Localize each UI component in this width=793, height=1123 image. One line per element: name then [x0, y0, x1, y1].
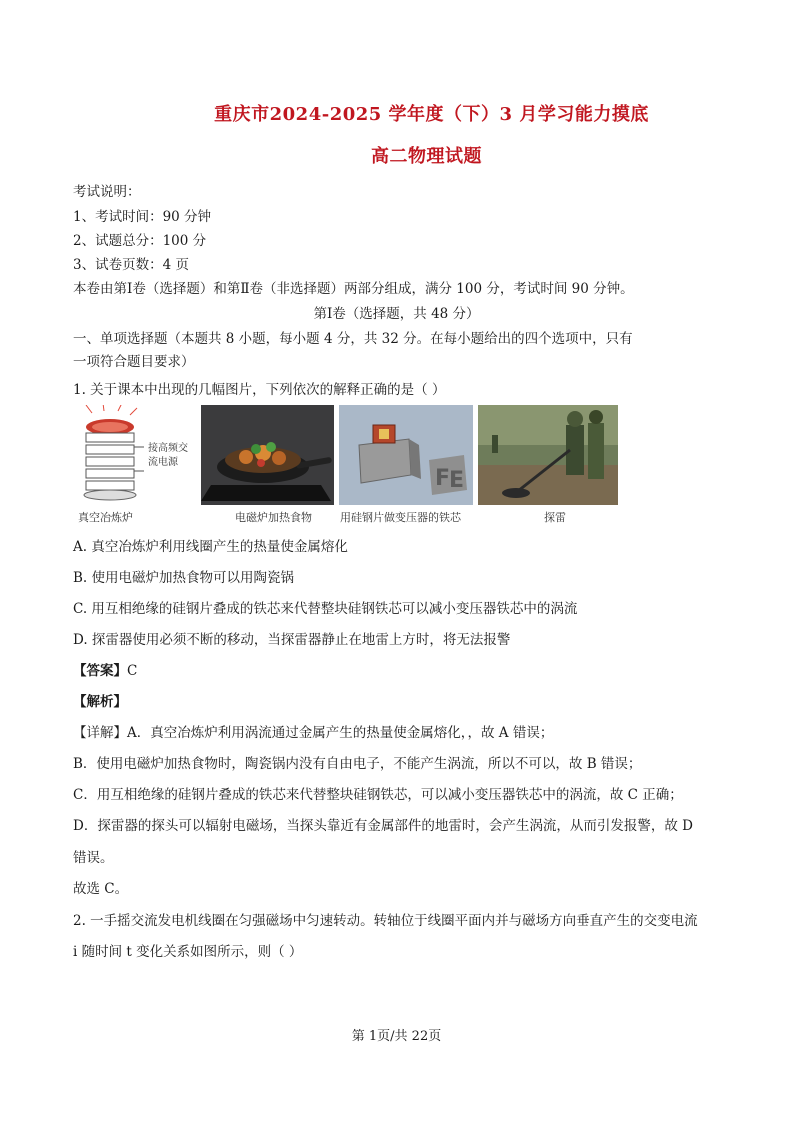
- exam-title: 重庆市2024-2025 学年度（下）3 月学习能力摸底: [214, 104, 649, 125]
- figure-caption: 探雷: [544, 511, 566, 524]
- instruction-item: 3、试卷页数：4 页: [73, 257, 189, 273]
- figure-caption: 电磁炉加热食物: [235, 511, 312, 524]
- q1-option-b: B. 使用电磁炉加热食物可以用陶瓷锅: [73, 570, 295, 586]
- q1-stem: 1. 关于课本中出现的几幅图片，下列依次的解释正确的是（ ）: [73, 382, 446, 398]
- detail-line: B．使用电磁炉加热食物时，陶瓷锅内没有自由电子，不能产生涡流，所以不可以，故 B 错误；: [73, 756, 642, 772]
- instructions-intro: 本卷由第Ⅰ卷（选择题）和第Ⅱ卷（非选择题）两部分组成，满分 100 分，考试时间 90 分钟。: [73, 281, 634, 297]
- figure-caption: 用硅钢片做变压器的铁芯: [340, 511, 461, 524]
- q1-figures: [70, 405, 620, 525]
- figure-caption: 真空冶炼炉: [78, 511, 133, 524]
- analysis-tag: 解析: [86, 694, 114, 710]
- instruction-item: 1、考试时间：90 分钟: [73, 209, 212, 225]
- instruction-item: 2、试题总分：100 分: [73, 233, 207, 249]
- q1-option-a: A. 真空冶炼炉利用线圈产生的热量使金属熔化: [73, 539, 348, 555]
- detail-line: D．探雷器的探头可以辐射电磁场，当探头靠近有金属部件的地雷时，会产生涡流，从而引发报警，故 D: [73, 818, 693, 834]
- instructions-heading: 考试说明：: [73, 184, 141, 200]
- q1-option-d: D. 探雷器使用必须不断的移动，当探雷器静止在地雷上方时，将无法报警: [73, 632, 511, 648]
- svg-text:F: F: [435, 466, 451, 491]
- q1-detail: 【详解】A．真空冶炼炉利用涡流通过金属产生的热量使金属熔化，，故 A 错误；: [73, 725, 554, 741]
- q2-stem: 2. 一手摇交流发电机线圈在匀强磁场中匀速转动。转轴位于线圈平面内并与磁场方向垂直产生的交变电流: [73, 913, 698, 929]
- q1-analysis: 【解析】: [73, 694, 127, 710]
- answer-value: C: [127, 663, 138, 679]
- q1-answer: 【答案】C: [73, 663, 138, 679]
- q1-option-c: C. 用互相绝缘的硅钢片叠成的铁芯来代替整块硅钢铁芯可以减小变压器铁芯中的涡流: [73, 601, 578, 617]
- part-description: 一、单项选择题（本题共 8 小题，每小题 4 分，共 32 分。在每小题给出的四个选项中，只有: [73, 331, 633, 347]
- q1-conclusion: 故选 C。: [73, 881, 129, 897]
- q2-stem-cont: i 随时间 t 变化关系如图所示，则（ ）: [73, 944, 303, 960]
- detail-tag: 详解: [86, 725, 114, 741]
- furnace-label-line1: 接高频交: [148, 443, 188, 454]
- detail-line: 错误。: [73, 850, 114, 866]
- answer-tag: 答案: [86, 663, 114, 679]
- vacuum-furnace-image: [70, 405, 196, 505]
- page-number: 第 1页/共 22页: [351, 1029, 442, 1044]
- detail-line: A．真空冶炼炉利用涡流通过金属产生的热量使金属熔化，，故 A 错误；: [127, 725, 554, 741]
- induction-cooker-image: [201, 405, 334, 505]
- detail-line: C．用互相绝缘的硅钢片叠成的铁芯来代替整块硅钢铁芯，可以减小变压器铁芯中的涡流，故 C 正确；: [73, 787, 683, 803]
- part-description-cont: 一项符合题目要求）: [73, 354, 195, 370]
- svg-text:E: E: [449, 468, 465, 493]
- section-title: 第Ⅰ卷（选择题，共 48 分）: [313, 306, 480, 322]
- transformer-core-image: [339, 405, 473, 505]
- furnace-label-line2: 流电源: [148, 457, 178, 468]
- exam-subtitle: 高二物理试题: [371, 146, 482, 167]
- mine-detector-image: [478, 405, 618, 505]
